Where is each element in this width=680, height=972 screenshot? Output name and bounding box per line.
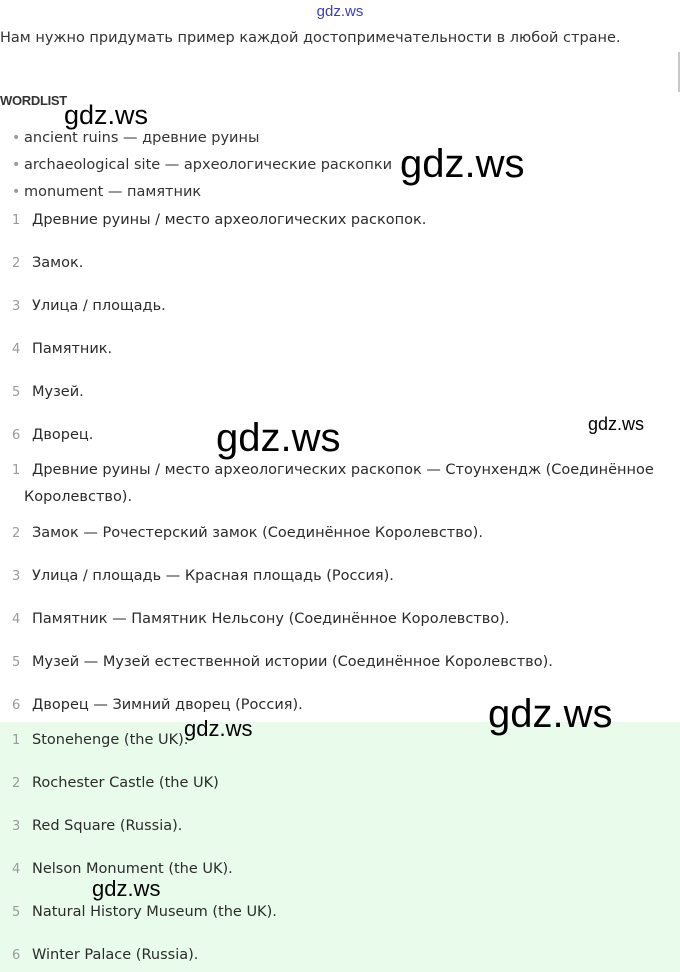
item-text: Winter Palace (Russia). <box>32 947 199 963</box>
list-item <box>0 563 660 590</box>
item-text: Дворец — Зимний дворец (Россия). <box>32 697 303 713</box>
list-item <box>0 899 660 926</box>
item-number: 1 <box>12 463 21 478</box>
list-item <box>0 520 660 547</box>
item-number: 6 <box>12 428 21 443</box>
list-item <box>0 293 660 320</box>
item-number: 1 <box>12 733 21 748</box>
item-number: 2 <box>12 526 21 541</box>
item-text: Natural History Museum (the UK). <box>32 904 277 920</box>
watermark: gdz.ws <box>184 716 253 741</box>
item-text: Stonehenge (the UK). <box>32 732 189 748</box>
wordlist-item: • archaeological site — археологические раскопки <box>12 157 393 173</box>
site-link[interactable]: gdz.ws <box>316 3 364 20</box>
wordlist-heading: WORDLIST <box>0 93 67 108</box>
list-item <box>0 457 660 511</box>
list-item <box>0 336 660 363</box>
item-number: 5 <box>12 655 21 670</box>
task-description: Нам нужно придумать пример каждой достопримечательности в любой стране. <box>0 30 621 46</box>
watermark: gdz.ws <box>92 876 161 901</box>
item-text: Памятник — Памятник Нельсону (Соединённое Королевство). <box>32 611 510 627</box>
list-item <box>0 770 660 797</box>
item-text: Музей — Музей естественной истории (Соединённое Королевство). <box>32 654 553 670</box>
list-item <box>0 813 660 840</box>
item-text: Улица / площадь. <box>32 298 166 314</box>
watermark: gdz.ws <box>400 142 525 186</box>
item-text: Rochester Castle (the UK) <box>32 775 219 791</box>
item-text: Древние руины / место археологических раскопок — Стоунхендж (Соединённое Королевство). <box>24 462 654 505</box>
item-text: Музей. <box>32 384 84 400</box>
bullet-icon: • <box>12 184 21 200</box>
list-item <box>0 942 660 969</box>
watermark: gdz.ws <box>488 692 613 736</box>
item-number: 6 <box>12 948 21 963</box>
wordlist-item: • ancient ruins — древние руины <box>12 130 260 146</box>
item-number: 5 <box>12 905 21 920</box>
item-number: 1 <box>12 213 21 228</box>
list-item <box>0 649 660 676</box>
item-text: Дворец. <box>32 427 94 443</box>
wordlist-item: • monument — памятник <box>12 184 202 200</box>
item-text: Древние руины / место археологических раскопок. <box>32 212 427 228</box>
item-text: Nelson Monument (the UK). <box>32 861 233 877</box>
list-item <box>0 207 660 234</box>
item-number: 2 <box>12 256 21 271</box>
watermark: gdz.ws <box>216 416 341 460</box>
watermark: gdz.ws <box>588 414 645 434</box>
item-number: 3 <box>12 819 21 834</box>
item-text: Памятник. <box>32 341 113 357</box>
item-number: 4 <box>12 612 21 627</box>
item-number: 5 <box>12 385 21 400</box>
item-text: Замок. <box>32 255 84 271</box>
bullet-icon: • <box>12 157 21 173</box>
list-item <box>0 379 660 406</box>
item-number: 2 <box>12 776 21 791</box>
item-number: 4 <box>12 862 21 877</box>
item-number: 3 <box>12 299 21 314</box>
bullet-icon: • <box>12 130 21 146</box>
item-number: 4 <box>12 342 21 357</box>
item-text: Улица / площадь — Красная площадь (Россия). <box>32 568 394 584</box>
list-item <box>0 250 660 277</box>
answer-panel <box>0 722 680 972</box>
list-item <box>0 606 660 633</box>
item-text: Red Square (Russia). <box>32 818 183 834</box>
item-number: 6 <box>12 698 21 713</box>
item-number: 3 <box>12 569 21 584</box>
watermark: gdz.ws <box>64 100 149 130</box>
item-text: Замок — Рочестерский замок (Соединённое Королевство). <box>32 525 483 541</box>
